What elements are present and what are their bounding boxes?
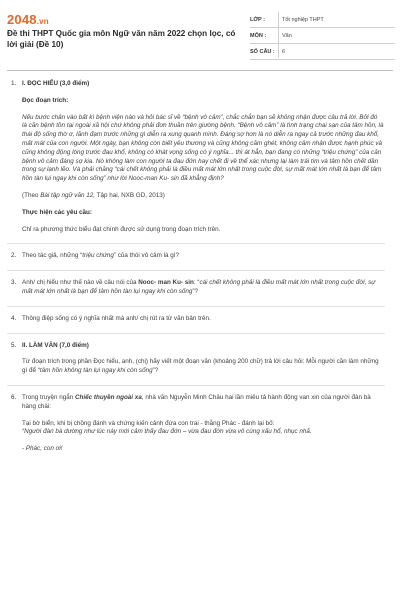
excerpt-quote: - Phác, con ơi!	[22, 445, 63, 453]
question-number: 5.	[11, 341, 17, 349]
question-text: Chỉ ra phương thức biểu đạt chính được sử dụng trong đoạn trích trên.	[22, 225, 221, 233]
excerpt-quote: “Người đàn bà dường như lúc này mới cảm thấy đau đớn – vừa đau đớn vừa vô cùng xấu hổ, nhục nhã.	[22, 428, 312, 436]
text-part: ” của thói vô cảm là gì?	[113, 252, 179, 260]
info-label: LỚP :	[250, 16, 265, 23]
context-line: Tại bờ biển, khi bị chồng đánh và chứng kiến cảnh đứa con trai - thằng Phác - đánh lại bố:	[22, 419, 275, 427]
text-part: Theo tác giả, những “	[22, 252, 83, 260]
info-table	[250, 12, 395, 60]
question-divider	[7, 333, 385, 334]
question-4	[11, 314, 384, 324]
source-prefix: (Theo	[22, 191, 41, 199]
exam-content	[11, 80, 384, 454]
quoted-text: cái chết không phải là điều mất mát lớn nhất trong cuộc đời, sự mất mát lớn nhất là bạn để tâm hồn tàn lụi ngay khi còn sống	[22, 279, 376, 295]
info-label: MÔN :	[250, 32, 267, 39]
section-heading: I. ĐỌC HIỂU (3,0 điểm)	[22, 80, 90, 87]
source-citation	[22, 192, 384, 201]
question-divider	[7, 270, 385, 271]
info-value: Tốt nghiệp THPT	[282, 16, 324, 23]
info-divider	[278, 12, 279, 58]
question-text: Thông điệp sống có ý nghĩa nhất mà anh/ chị rút ra từ văn bản trên.	[22, 314, 211, 322]
question-divider	[7, 243, 385, 244]
source-book: Bài tập ngữ văn 12,	[40, 191, 95, 199]
work-title: Chiếc thuyền ngoài xa	[74, 393, 142, 401]
requirements-label: Thực hiện các yêu cầu:	[22, 208, 93, 216]
question-2	[11, 252, 384, 261]
question-number: 3.	[11, 279, 17, 287]
text-part: Anh/ chị hiểu như thế nào về câu nói của	[22, 279, 139, 287]
section-heading: II. LÀM VĂN (7,0 điểm)	[22, 341, 89, 349]
author-name: Nooc- man Ku- sin	[138, 279, 194, 287]
question-1	[11, 80, 384, 234]
source-suffix: Tập hai, NXB GD, 2013)	[94, 191, 165, 199]
document-title: Đề thi THPT Quốc gia môn Ngữ văn năm 2022 chọn lọc, có lời giải (Đề 10)	[7, 29, 236, 49]
text-part: ”?	[152, 367, 159, 375]
reading-label: Đọc đoạn trích:	[22, 96, 69, 104]
info-row-subject	[250, 28, 395, 44]
logo-domain: .vn	[36, 17, 49, 26]
text-part: ”?	[192, 287, 199, 295]
info-value: Văn	[282, 32, 292, 39]
question-text	[22, 394, 384, 412]
quoted-term: triệu chứng	[82, 252, 114, 260]
text-part: Trong truyện ngắn	[22, 393, 75, 401]
info-row-class	[250, 12, 395, 28]
question-number: 1.	[11, 80, 17, 87]
info-row-count	[250, 44, 395, 60]
question-number: 4.	[11, 314, 17, 322]
question-text	[22, 358, 384, 376]
question-text	[22, 279, 384, 297]
site-logo[interactable]	[7, 12, 49, 27]
question-5	[11, 341, 384, 376]
text-part: Từ đoạn trích trong phần Đọc hiểu, anh, (chị) hãy viết một đoạn văn (khoảng 200 chữ) trả lời câu hỏi: Mỗi người cần làm những gì để “	[22, 358, 379, 375]
question-3	[11, 279, 384, 297]
text-part: , nhà văn Nguyễn Minh Châu hai lần miêu tả hành động van xin của người đàn bà hàng chài:	[22, 393, 371, 410]
text-part: : “	[193, 279, 200, 287]
info-value: 6	[282, 48, 286, 55]
info-label: SỐ CÂU :	[250, 48, 275, 55]
question-text	[22, 252, 384, 261]
logo-text: 2048	[7, 12, 37, 27]
question-number: 2.	[11, 252, 17, 260]
question-number: 6.	[11, 393, 17, 401]
question-divider	[7, 306, 385, 307]
quoted-text: tâm hồn không tàn lụi ngay khi còn sống	[39, 367, 153, 375]
question-divider	[7, 385, 385, 386]
header-divider	[7, 70, 393, 71]
page-header	[0, 0, 400, 80]
question-6	[11, 393, 384, 454]
reading-passage: Nếu bước chân vào bất kì bệnh viện nào và hỏi bác sĩ về “bệnh vô cảm”, chắc chắn bạn sẽ không nhận được câu trả lời. Bởi đó là căn bệnh tồn tại ngoài xã hội chứ không phải đơn thuần trên giường bệnh. “Bệnh vô cảm” là tình trạng chai sạn của tâm hồn, là thái độ sống thờ ơ, lãnh đạm trước những gì diễn ra xung quanh mình. Đáng sợ hơn là nó diễn ra ngay cả trước những đau khổ, mất mát của con người. Một ngày, bạn không còn biết yêu thương và cũng không căm ghét, không cảm nhận được hạnh phúc và cũng không động lòng trước đau khổ, không có khát vọng sống có ý nghĩa... thì át hẳn, bạn đang có những “triệu chứng” của căn bệnh vô cảm đáng sợ kia. Nó không làm con người ta đau đớn hay chết đi về thể xác nhưng lại làm trái tim và tâm hồn chết dần trong sự lạnh lẽo. Và phải chăng “cái chết không phải là điều mất mát lớn nhất trong cuộc đời, sự mất mát lớn nhất là bạn để tâm hồn tàn lụi ngay khi còn sống” như lời Nooc-man Ku- sin đã khẳng định?	[22, 113, 384, 183]
